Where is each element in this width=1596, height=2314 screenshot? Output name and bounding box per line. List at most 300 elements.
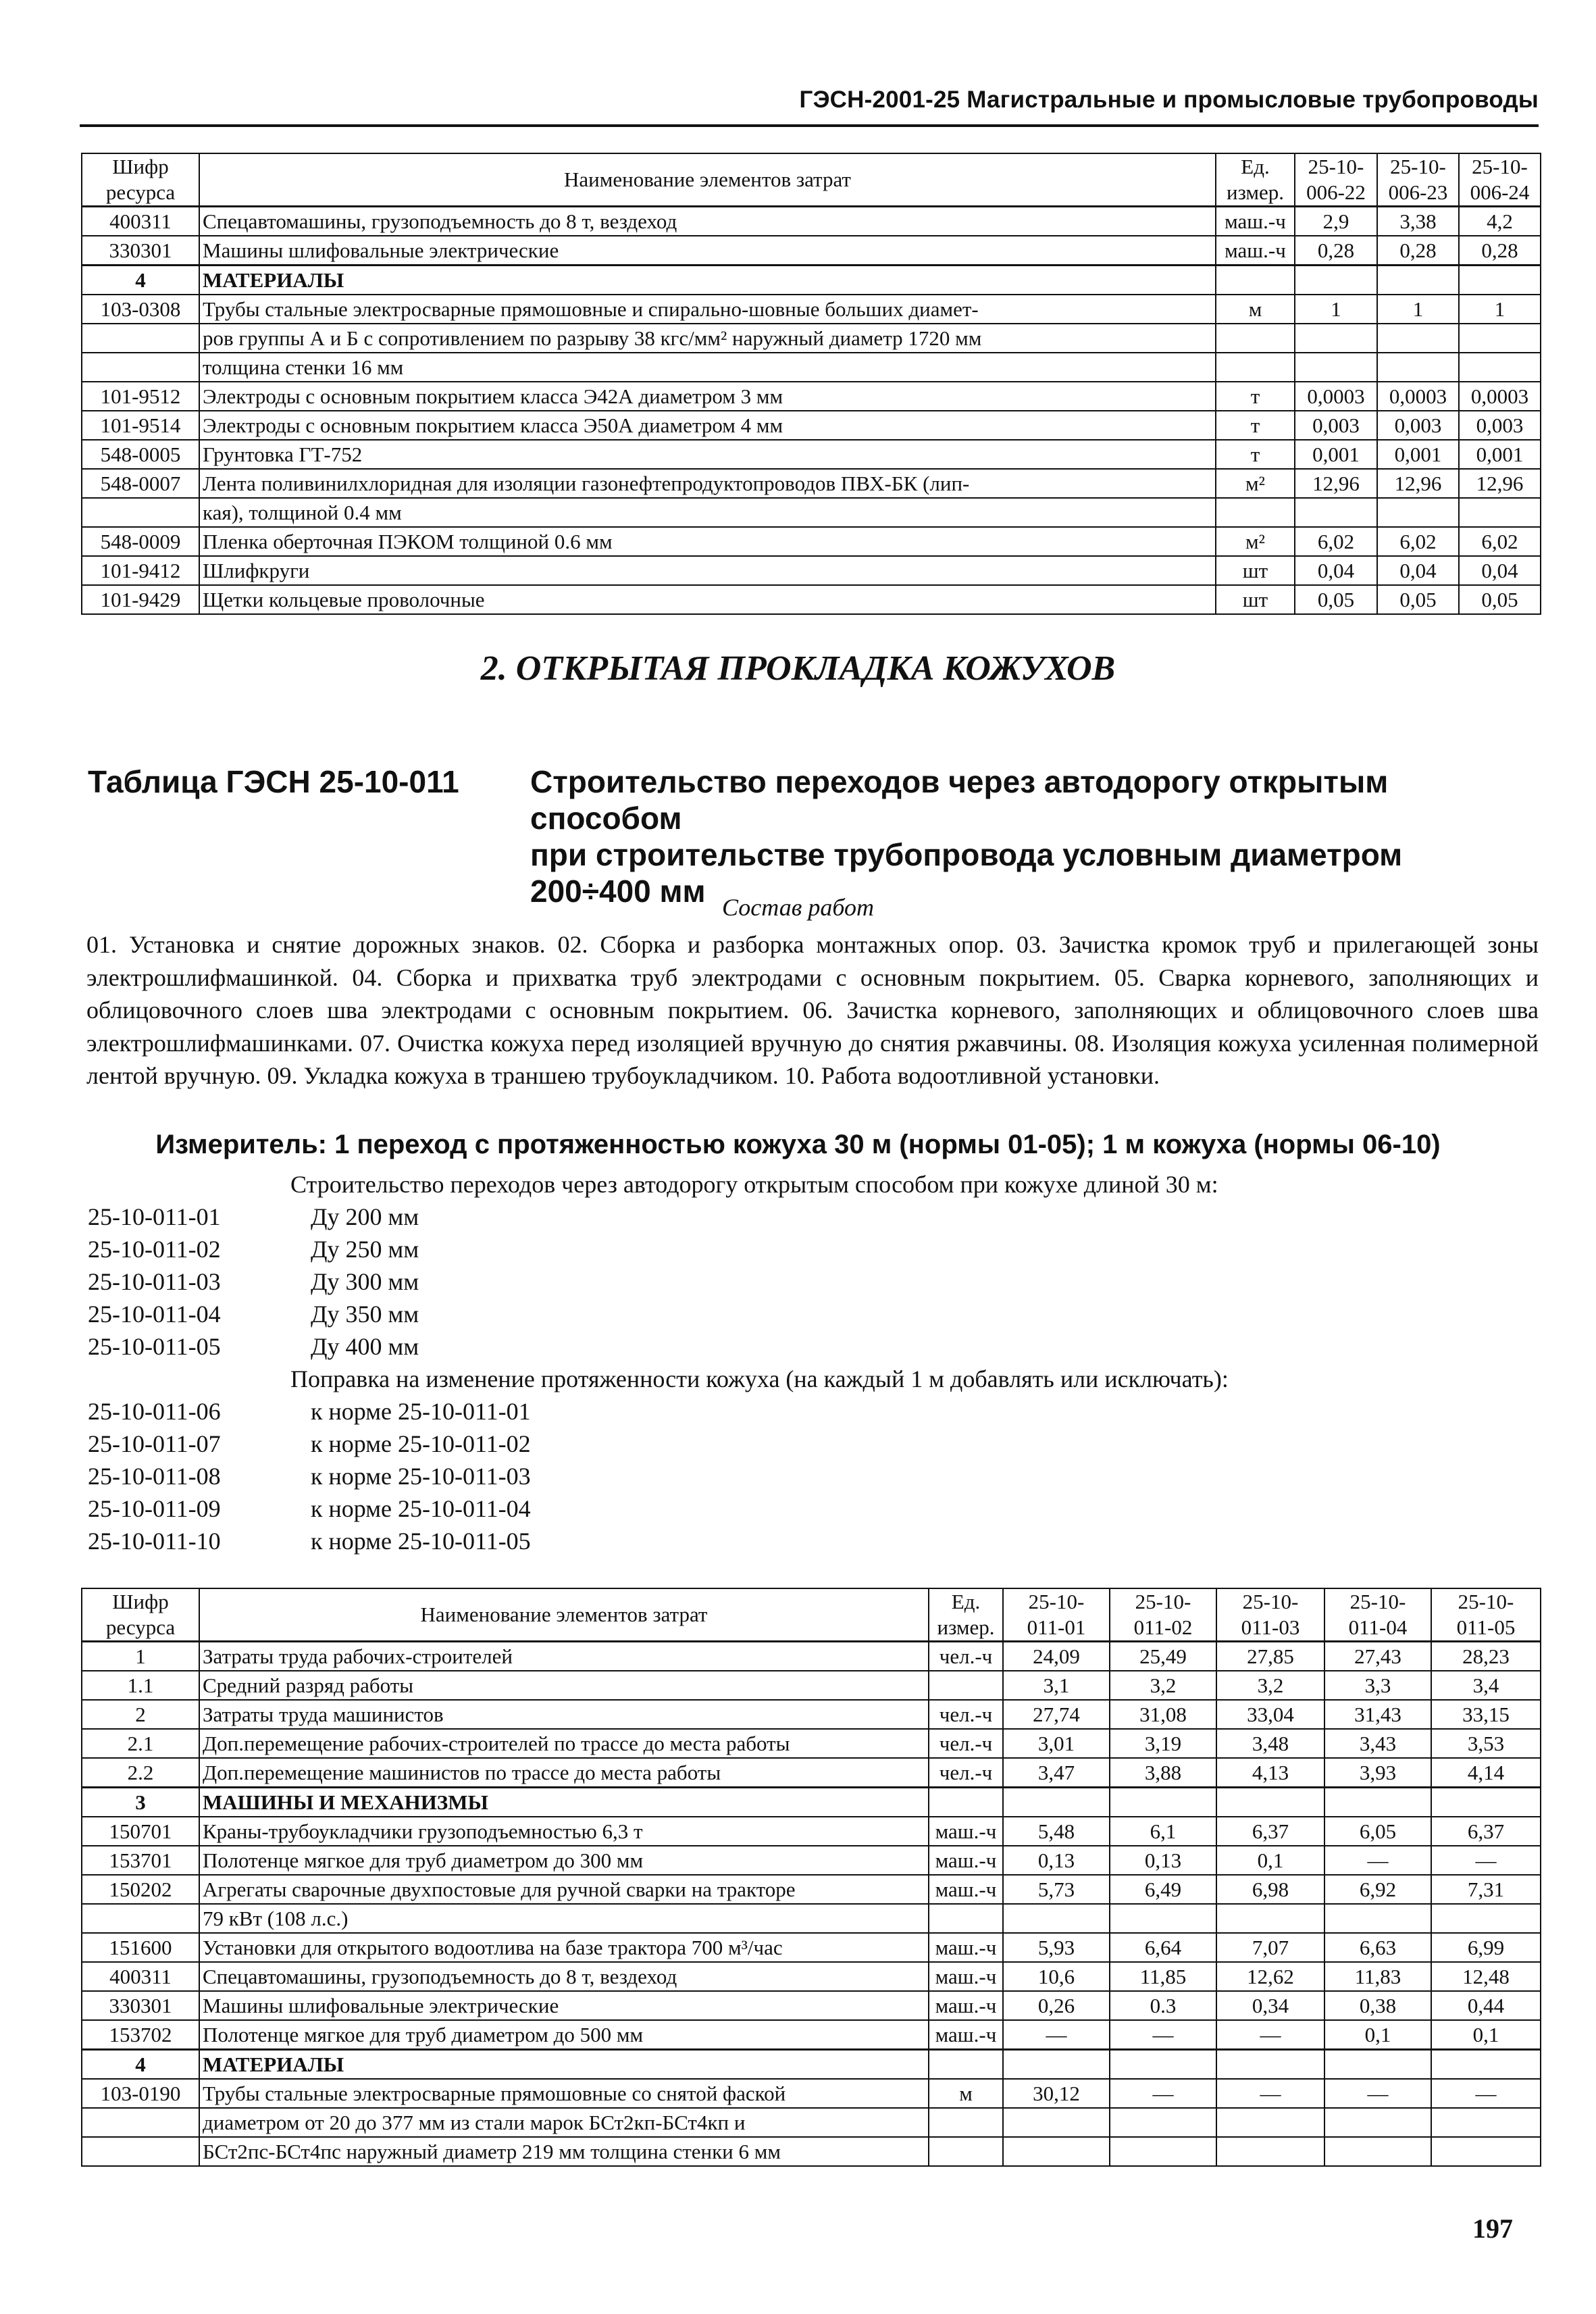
table-row xyxy=(82,1904,1541,1933)
norm-header: 25-10- 006-24 xyxy=(1459,153,1541,207)
value-cell: 6,64 xyxy=(1110,1933,1216,1962)
name-cell: Доп.перемещение машинистов по трассе до места работы xyxy=(199,1758,929,1788)
value-cell: 7,31 xyxy=(1431,1875,1541,1904)
value-cell xyxy=(1431,1788,1541,1817)
unit-cell: маш.-ч xyxy=(929,1817,1003,1846)
value-cell: 31,43 xyxy=(1324,1700,1431,1729)
code-cell xyxy=(82,2108,199,2137)
value-cell: 0,04 xyxy=(1459,556,1541,585)
table-row xyxy=(82,1933,1541,1962)
value-cell xyxy=(1216,1904,1324,1933)
value-cell xyxy=(1377,266,1459,295)
code-cell: 400311 xyxy=(82,1962,199,1991)
norm-code: 25-10-011-06 xyxy=(88,1398,221,1425)
name-cell: ров группы А и Б с сопротивлением по разрыву 38 кгс/мм² наружный диаметр 1720 мм xyxy=(199,324,1216,353)
value-cell: 30,12 xyxy=(1003,2079,1110,2108)
code-cell: 3 xyxy=(82,1788,199,1817)
name-cell: Пленка оберточная ПЭКОМ толщиной 0.6 мм xyxy=(199,527,1216,556)
table-row xyxy=(82,236,1541,266)
norm-text: к норме 25-10-011-05 xyxy=(311,1528,531,1555)
value-cell: 4,14 xyxy=(1431,1758,1541,1788)
norm-code: 25-10-011-05 xyxy=(88,1333,221,1360)
table-row xyxy=(82,1875,1541,1904)
name-cell: МАТЕРИАЛЫ xyxy=(199,266,1216,295)
code-cell: 103-0308 xyxy=(82,295,199,324)
value-cell: 0,0003 xyxy=(1459,382,1541,411)
value-cell xyxy=(1216,1788,1324,1817)
value-cell: 4,2 xyxy=(1459,207,1541,236)
value-cell: 12,96 xyxy=(1295,469,1377,498)
value-cell xyxy=(1295,498,1377,527)
table-row xyxy=(82,2137,1541,2166)
value-cell: 4,13 xyxy=(1216,1758,1324,1788)
table-row xyxy=(82,2050,1541,2080)
value-cell: 0,28 xyxy=(1377,236,1459,266)
value-cell: 24,09 xyxy=(1003,1642,1110,1671)
value-cell: 27,85 xyxy=(1216,1642,1324,1671)
unit-cell: шт xyxy=(1216,585,1295,614)
value-cell: — xyxy=(1110,2020,1216,2050)
name-cell: Щетки кольцевые проволочные xyxy=(199,585,1216,614)
resource-table-top xyxy=(81,153,1541,615)
table-row xyxy=(82,382,1541,411)
value-cell xyxy=(1431,2108,1541,2137)
name-cell: Электроды с основным покрытием класса Э50А диаметром 4 мм xyxy=(199,411,1216,440)
table-row xyxy=(82,1991,1541,2020)
value-cell: 31,08 xyxy=(1110,1700,1216,1729)
value-cell: 0,13 xyxy=(1003,1846,1110,1875)
table-row xyxy=(82,1962,1541,1991)
name-cell: кая), толщиной 0.4 мм xyxy=(199,498,1216,527)
unit-cell xyxy=(1216,324,1295,353)
value-cell: 1 xyxy=(1295,295,1377,324)
table-row xyxy=(82,1642,1541,1671)
value-cell: — xyxy=(1110,2079,1216,2108)
code-cell: 151600 xyxy=(82,1933,199,1962)
code-cell: 2.2 xyxy=(82,1758,199,1788)
value-cell xyxy=(1324,1904,1431,1933)
table-row xyxy=(82,2079,1541,2108)
value-cell: — xyxy=(1216,2079,1324,2108)
norm-group-title: Поправка на изменение протяженности кожуха (на каждый 1 м добавлять или исключать): xyxy=(290,1365,1229,1392)
table-reference: Таблица ГЭСН 25-10-011 xyxy=(88,764,459,799)
unit-cell xyxy=(1216,266,1295,295)
unit-cell xyxy=(929,1904,1003,1933)
name-cell: Установки для открытого водоотлива на базе трактора 700 м³/час xyxy=(199,1933,929,1962)
value-cell xyxy=(1324,1788,1431,1817)
value-cell: 6,98 xyxy=(1216,1875,1324,1904)
value-cell: 12,62 xyxy=(1216,1962,1324,1991)
table-header-row xyxy=(82,1588,1541,1642)
value-cell: 27,74 xyxy=(1003,1700,1110,1729)
value-cell: 7,07 xyxy=(1216,1933,1324,1962)
value-cell xyxy=(1110,2050,1216,2080)
value-cell xyxy=(1324,2137,1431,2166)
table-row xyxy=(82,527,1541,556)
unit-cell: м xyxy=(1216,295,1295,324)
value-cell xyxy=(1003,2050,1110,2080)
code-cell: 1 xyxy=(82,1642,199,1671)
value-cell: 6,37 xyxy=(1431,1817,1541,1846)
value-cell: 12,96 xyxy=(1377,469,1459,498)
value-cell: 0,0003 xyxy=(1295,382,1377,411)
norm-text: к норме 25-10-011-03 xyxy=(311,1463,531,1490)
value-cell: 0,003 xyxy=(1377,411,1459,440)
name-cell: Спецавтомашины, грузоподъемность до 8 т, вездеход xyxy=(199,207,1216,236)
norm-header: 25-10- 011-03 xyxy=(1216,1588,1324,1642)
value-cell xyxy=(1377,498,1459,527)
table-row xyxy=(82,1846,1541,1875)
table-body xyxy=(82,1642,1541,2167)
unit-header: Ед. измер. xyxy=(1216,153,1295,207)
value-cell: 0,04 xyxy=(1377,556,1459,585)
resource-table-bottom xyxy=(81,1588,1541,2167)
unit-cell: т xyxy=(1216,440,1295,469)
value-cell: 3,38 xyxy=(1377,207,1459,236)
value-cell xyxy=(1110,2137,1216,2166)
value-cell: 0,1 xyxy=(1324,2020,1431,2050)
value-cell: 33,15 xyxy=(1431,1700,1541,1729)
table-row xyxy=(82,266,1541,295)
table-row xyxy=(82,295,1541,324)
unit-cell xyxy=(1216,498,1295,527)
value-cell xyxy=(1459,266,1541,295)
table-title-line: при строительстве трубопровода условным диаметром xyxy=(530,837,1403,872)
value-cell: — xyxy=(1431,2079,1541,2108)
unit-cell xyxy=(929,1788,1003,1817)
unit-cell: маш.-ч xyxy=(929,1991,1003,2020)
value-cell: — xyxy=(1003,2020,1110,2050)
code-cell: 1.1 xyxy=(82,1671,199,1700)
table-row xyxy=(82,1788,1541,1817)
table-row xyxy=(82,556,1541,585)
unit-header: Ед. измер. xyxy=(929,1588,1003,1642)
value-cell: 3,4 xyxy=(1431,1671,1541,1700)
norm-text: Ду 250 мм xyxy=(311,1236,419,1263)
unit-cell: чел.-ч xyxy=(929,1729,1003,1758)
table-row xyxy=(82,411,1541,440)
value-cell: 3,88 xyxy=(1110,1758,1216,1788)
table-row xyxy=(82,469,1541,498)
running-header xyxy=(80,86,1539,127)
unit-cell: маш.-ч xyxy=(929,2020,1003,2050)
norm-text: Ду 300 мм xyxy=(311,1268,419,1295)
value-cell: 0,44 xyxy=(1431,1991,1541,2020)
unit-cell: шт xyxy=(1216,556,1295,585)
value-cell: 0,001 xyxy=(1295,440,1377,469)
value-cell xyxy=(1003,1904,1110,1933)
name-cell: Шлифкруги xyxy=(199,556,1216,585)
value-cell: 6,1 xyxy=(1110,1817,1216,1846)
unit-cell: маш.-ч xyxy=(929,1875,1003,1904)
unit-cell: чел.-ч xyxy=(929,1700,1003,1729)
code-cell: 2.1 xyxy=(82,1729,199,1758)
value-cell xyxy=(1431,1904,1541,1933)
code-cell: 330301 xyxy=(82,236,199,266)
code-cell: 101-9412 xyxy=(82,556,199,585)
unit-cell xyxy=(929,2137,1003,2166)
value-cell xyxy=(1003,2137,1110,2166)
value-cell: 1 xyxy=(1377,295,1459,324)
value-cell: 0,38 xyxy=(1324,1991,1431,2020)
value-cell: 0,001 xyxy=(1459,440,1541,469)
code-cell: 101-9512 xyxy=(82,382,199,411)
table-title-line: Строительство переходов через автодорогу открытым способом xyxy=(530,764,1389,836)
name-cell: МАШИНЫ И МЕХАНИЗМЫ xyxy=(199,1788,929,1817)
value-cell xyxy=(1003,2108,1110,2137)
table-row xyxy=(82,207,1541,236)
norm-text: Ду 350 мм xyxy=(311,1301,419,1328)
running-title: ГЭСН-2001-25 Магистральные и промысловые трубопроводы xyxy=(799,86,1539,113)
value-cell xyxy=(1324,2050,1431,2080)
value-cell xyxy=(1377,324,1459,353)
code-header: Шифр ресурса xyxy=(82,153,199,207)
table-row xyxy=(82,1817,1541,1846)
table-row xyxy=(82,498,1541,527)
norm-header: 25-10- 006-23 xyxy=(1377,153,1459,207)
table-header-row xyxy=(82,153,1541,207)
table-row xyxy=(82,2020,1541,2050)
value-cell: 0,26 xyxy=(1003,1991,1110,2020)
code-cell: 2 xyxy=(82,1700,199,1729)
unit-cell: чел.-ч xyxy=(929,1642,1003,1671)
value-cell: 0.3 xyxy=(1110,1991,1216,2020)
name-cell: 79 кВт (108 л.с.) xyxy=(199,1904,929,1933)
value-cell: 11,85 xyxy=(1110,1962,1216,1991)
code-cell xyxy=(82,353,199,382)
norm-group-title: Строительство переходов через автодорогу открытым способом при кожухе длиной 30 м: xyxy=(290,1171,1218,1198)
unit-cell: чел.-ч xyxy=(929,1758,1003,1788)
value-cell: 3,2 xyxy=(1216,1671,1324,1700)
norm-text: Ду 400 мм xyxy=(311,1333,419,1360)
table-row xyxy=(82,440,1541,469)
page-number: 197 xyxy=(1472,2213,1513,2244)
value-cell: 0,04 xyxy=(1295,556,1377,585)
unit-cell: м² xyxy=(1216,527,1295,556)
code-cell: 150202 xyxy=(82,1875,199,1904)
code-cell: 548-0007 xyxy=(82,469,199,498)
value-cell xyxy=(1431,2137,1541,2166)
name-cell: Лента поливинилхлоридная для изоляции газонефтепродуктопроводов ПВХ-БК (лип- xyxy=(199,469,1216,498)
value-cell xyxy=(1459,498,1541,527)
name-cell: Грунтовка ГТ-752 xyxy=(199,440,1216,469)
unit-cell xyxy=(929,1671,1003,1700)
name-cell: толщина стенки 16 мм xyxy=(199,353,1216,382)
table-row xyxy=(82,1671,1541,1700)
norm-text: к норме 25-10-011-01 xyxy=(311,1398,531,1425)
code-cell: 548-0005 xyxy=(82,440,199,469)
value-cell: 0,34 xyxy=(1216,1991,1324,2020)
code-cell xyxy=(82,498,199,527)
unit-cell xyxy=(1216,353,1295,382)
unit-cell: маш.-ч xyxy=(929,1846,1003,1875)
value-cell: 6,05 xyxy=(1324,1817,1431,1846)
norm-header: 25-10- 006-22 xyxy=(1295,153,1377,207)
name-cell: Электроды с основным покрытием класса Э42А диаметром 3 мм xyxy=(199,382,1216,411)
unit-cell xyxy=(929,2108,1003,2137)
norm-text: к норме 25-10-011-04 xyxy=(311,1495,531,1522)
table-body xyxy=(82,207,1541,615)
value-cell: 0,13 xyxy=(1110,1846,1216,1875)
name-cell: Доп.перемещение рабочих-строителей по трассе до места работы xyxy=(199,1729,929,1758)
value-cell xyxy=(1110,1904,1216,1933)
unit-cell: т xyxy=(1216,411,1295,440)
value-cell: 0,001 xyxy=(1377,440,1459,469)
value-cell: 0,05 xyxy=(1377,585,1459,614)
norm-code: 25-10-011-04 xyxy=(88,1301,221,1328)
name-cell: Машины шлифовальные электрические xyxy=(199,236,1216,266)
value-cell: 6,02 xyxy=(1377,527,1459,556)
value-cell xyxy=(1295,266,1377,295)
value-cell: — xyxy=(1431,1846,1541,1875)
name-cell: Затраты труда машинистов xyxy=(199,1700,929,1729)
value-cell xyxy=(1110,1788,1216,1817)
name-cell: диаметром от 20 до 377 мм из стали марок БСт2кп-БСт4кп и xyxy=(199,2108,929,2137)
value-cell xyxy=(1295,353,1377,382)
code-cell: 153701 xyxy=(82,1846,199,1875)
unit-cell: т xyxy=(1216,382,1295,411)
value-cell: 10,6 xyxy=(1003,1962,1110,1991)
norm-code: 25-10-011-03 xyxy=(88,1268,221,1295)
value-cell xyxy=(1377,353,1459,382)
table-row xyxy=(82,324,1541,353)
table-title-line: 200÷400 мм xyxy=(530,874,706,909)
work-composition-text: 01. Установка и снятие дорожных знаков. 02. Сборка и разборка монтажных опор. 03. Зачистка кромок труб и прилегающей зоны электрошлифмашинкой. 04. Сборка и прихватка труб электродами с основным покрытием. 05. Сварка корневого, заполняющих и облицовочного слоев шва электродами с основным покрытием. 06. Зачистка корневого, заполняющих и облицовочного слоев шва электрошлифмашинками. 07. Очистка кожуха перед изоляцией вручную до снятия ржавчины. 08. Изоляция кожуха усиленная полимерной лентой вручную. 09. Укладка кожуха в траншею трубоукладчиком. 10. Работа водоотливной установки. xyxy=(86,931,1539,1089)
code-cell: 400311 xyxy=(82,207,199,236)
value-cell: 0,003 xyxy=(1295,411,1377,440)
value-cell xyxy=(1295,324,1377,353)
value-cell: — xyxy=(1324,1846,1431,1875)
value-cell: 0,1 xyxy=(1216,1846,1324,1875)
value-cell: 3,19 xyxy=(1110,1729,1216,1758)
code-cell: 4 xyxy=(82,266,199,295)
name-cell: Трубы стальные электросварные прямошовные и спирально-шовные больших диамет- xyxy=(199,295,1216,324)
value-cell: 3,43 xyxy=(1324,1729,1431,1758)
value-cell: 3,53 xyxy=(1431,1729,1541,1758)
value-cell: — xyxy=(1216,2020,1324,2050)
name-cell: Средний разряд работы xyxy=(199,1671,929,1700)
name-cell: Машины шлифовальные электрические xyxy=(199,1991,929,2020)
unit-cell: м² xyxy=(1216,469,1295,498)
value-cell: 12,48 xyxy=(1431,1962,1541,1991)
value-cell xyxy=(1216,2108,1324,2137)
value-cell: 6,99 xyxy=(1431,1933,1541,1962)
norm-code: 25-10-011-10 xyxy=(88,1528,221,1555)
value-cell xyxy=(1459,324,1541,353)
table-row xyxy=(82,1700,1541,1729)
unit-cell xyxy=(929,2050,1003,2080)
unit-cell: м xyxy=(929,2079,1003,2108)
norm-header: 25-10- 011-05 xyxy=(1431,1588,1541,1642)
value-cell: 0,05 xyxy=(1459,585,1541,614)
norm-code: 25-10-011-08 xyxy=(88,1463,221,1490)
value-cell: 25,49 xyxy=(1110,1642,1216,1671)
section-title: 2. ОТКРЫТАЯ ПРОКЛАДКА КОЖУХОВ xyxy=(480,649,1116,688)
table-row xyxy=(82,1758,1541,1788)
value-cell: 11,83 xyxy=(1324,1962,1431,1991)
code-cell: 150701 xyxy=(82,1817,199,1846)
code-cell: 153702 xyxy=(82,2020,199,2050)
value-cell: — xyxy=(1324,2079,1431,2108)
code-cell: 330301 xyxy=(82,1991,199,2020)
norm-code: 25-10-011-02 xyxy=(88,1236,221,1263)
value-cell: 0,05 xyxy=(1295,585,1377,614)
code-cell: 4 xyxy=(82,2050,199,2080)
code-cell xyxy=(82,1904,199,1933)
value-cell: 6,02 xyxy=(1459,527,1541,556)
value-cell: 3,2 xyxy=(1110,1671,1216,1700)
value-cell: 0,28 xyxy=(1295,236,1377,266)
code-cell: 101-9429 xyxy=(82,585,199,614)
name-cell: Спецавтомашины, грузоподъемность до 8 т, вездеход xyxy=(199,1962,929,1991)
work-composition-heading: Состав работ xyxy=(722,894,874,921)
value-cell: 0,0003 xyxy=(1377,382,1459,411)
value-cell: 5,48 xyxy=(1003,1817,1110,1846)
table-row xyxy=(82,1729,1541,1758)
name-cell: Полотенце мягкое для труб диаметром до 500 мм xyxy=(199,2020,929,2050)
name-cell: Агрегаты сварочные двухпостовые для ручной сварки на тракторе xyxy=(199,1875,929,1904)
code-cell: 101-9514 xyxy=(82,411,199,440)
value-cell: 3,47 xyxy=(1003,1758,1110,1788)
value-cell: 3,1 xyxy=(1003,1671,1110,1700)
value-cell: 6,02 xyxy=(1295,527,1377,556)
unit-cell: маш.-ч xyxy=(929,1933,1003,1962)
norm-header: 25-10- 011-02 xyxy=(1110,1588,1216,1642)
table-row xyxy=(82,585,1541,614)
value-cell: 33,04 xyxy=(1216,1700,1324,1729)
value-cell xyxy=(1110,2108,1216,2137)
value-cell xyxy=(1216,2050,1324,2080)
value-cell: 2,9 xyxy=(1295,207,1377,236)
name-cell: Полотенце мягкое для труб диаметром до 300 мм xyxy=(199,1846,929,1875)
value-cell: 6,49 xyxy=(1110,1875,1216,1904)
name-header: Наименование элементов затрат xyxy=(199,1588,929,1642)
unit-cell: маш.-ч xyxy=(1216,236,1295,266)
name-header: Наименование элементов затрат xyxy=(199,153,1216,207)
unit-cell: маш.-ч xyxy=(1216,207,1295,236)
name-cell: Трубы стальные электросварные прямошовные со снятой фаской xyxy=(199,2079,929,2108)
code-cell: 548-0009 xyxy=(82,527,199,556)
name-cell: БСт2пс-БСт4пс наружный диаметр 219 мм толщина стенки 6 мм xyxy=(199,2137,929,2166)
value-cell: 6,63 xyxy=(1324,1933,1431,1962)
name-cell: Краны-трубоукладчики грузоподъемностью 6,3 т xyxy=(199,1817,929,1846)
table-row xyxy=(82,353,1541,382)
norm-text: Ду 200 мм xyxy=(311,1203,419,1230)
value-cell: 3,48 xyxy=(1216,1729,1324,1758)
unit-cell: маш.-ч xyxy=(929,1962,1003,1991)
value-cell xyxy=(1431,2050,1541,2080)
name-cell: МАТЕРИАЛЫ xyxy=(199,2050,929,2080)
value-cell: 12,96 xyxy=(1459,469,1541,498)
value-cell: 6,37 xyxy=(1216,1817,1324,1846)
norm-text: к норме 25-10-011-02 xyxy=(311,1430,531,1457)
code-cell xyxy=(82,2137,199,2166)
norm-header: 25-10- 011-04 xyxy=(1324,1588,1431,1642)
table-row xyxy=(82,2108,1541,2137)
value-cell xyxy=(1459,353,1541,382)
value-cell xyxy=(1216,2137,1324,2166)
value-cell: 5,93 xyxy=(1003,1933,1110,1962)
measurement-unit: Измеритель: 1 переход с протяженностью кожуха 30 м (нормы 01-05); 1 м кожуха (нормы 06-10) xyxy=(155,1130,1441,1159)
code-header: Шифр ресурса xyxy=(82,1588,199,1642)
value-cell xyxy=(1324,2108,1431,2137)
value-cell: 3,01 xyxy=(1003,1729,1110,1758)
value-cell: 27,43 xyxy=(1324,1642,1431,1671)
value-cell: 6,92 xyxy=(1324,1875,1431,1904)
table-title xyxy=(530,763,1543,909)
norm-code: 25-10-011-01 xyxy=(88,1203,221,1230)
value-cell: 0,003 xyxy=(1459,411,1541,440)
